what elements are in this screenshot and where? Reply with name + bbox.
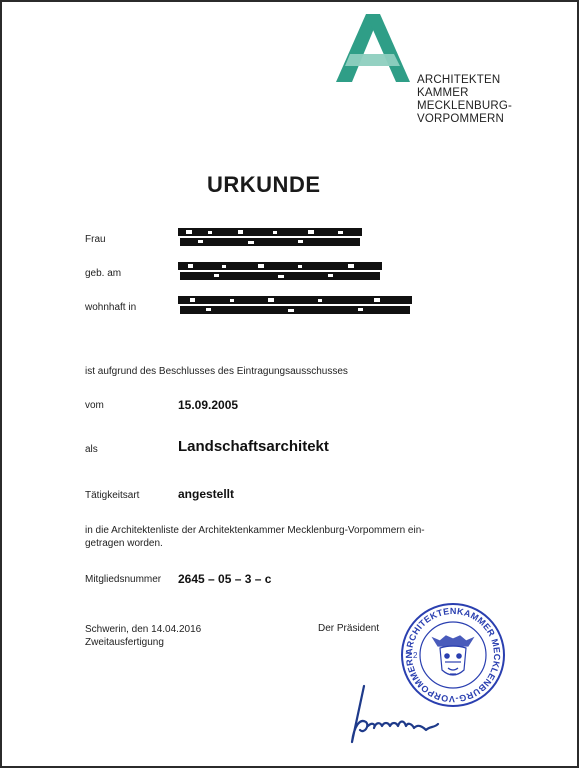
bull-head-emblem-icon: [433, 636, 473, 675]
frau-label: Frau: [85, 234, 106, 245]
redacted-birthdate: [178, 260, 384, 282]
member-number: 2645 – 05 – 3 – c: [178, 572, 272, 586]
place-date: Schwerin, den 14.04.2016: [85, 624, 202, 635]
stamp-ring-text: ARCHITEKTENKAMMER MECKLENBURG-VORPOMMERN: [403, 605, 503, 705]
org-line: VORPOMMERN: [417, 113, 504, 125]
register-text-line: getragen worden.: [85, 538, 163, 549]
president-label: Der Präsident: [318, 623, 380, 634]
redacted-address: [178, 294, 414, 316]
vom-label: vom: [85, 400, 104, 411]
org-line: MECKLENBURG-: [417, 100, 513, 112]
wohnhaft-label: wohnhaft in: [85, 302, 137, 313]
mitgliedsnummer-label: Mitgliedsnummer: [85, 574, 162, 585]
intro-text: ist aufgrund des Beschlusses des Eintragungsausschusses: [85, 366, 348, 377]
geb-label: geb. am: [85, 268, 122, 279]
logo-right-stroke: [366, 14, 410, 82]
organization-name: [417, 74, 512, 126]
register-text-line: in die Architektenliste der Architektenkammer Mecklenburg-Vorpommern ein-: [85, 525, 425, 536]
copy-note: Zweitausfertigung: [85, 637, 164, 648]
org-line: ARCHITEKTEN: [417, 74, 501, 86]
architektenkammer-logo: [336, 14, 416, 86]
employment-type: angestellt: [178, 487, 235, 501]
taetigkeitsart-label: Tätigkeitsart: [85, 490, 140, 501]
redacted-name: [178, 226, 364, 248]
document-title: URKUNDE: [207, 172, 321, 197]
als-label: als: [85, 444, 98, 455]
org-line: KAMMER: [417, 87, 469, 99]
profession: Landschaftsarchitekt: [178, 438, 329, 455]
place-and-date-block: [85, 623, 201, 649]
logo-crossbar: [345, 54, 400, 66]
president-signature: [342, 684, 442, 744]
register-text: [85, 524, 425, 550]
stamp-number: 2: [413, 651, 418, 660]
decision-date: 15.09.2005: [178, 398, 239, 412]
stamp-inner-ring: [420, 622, 486, 688]
